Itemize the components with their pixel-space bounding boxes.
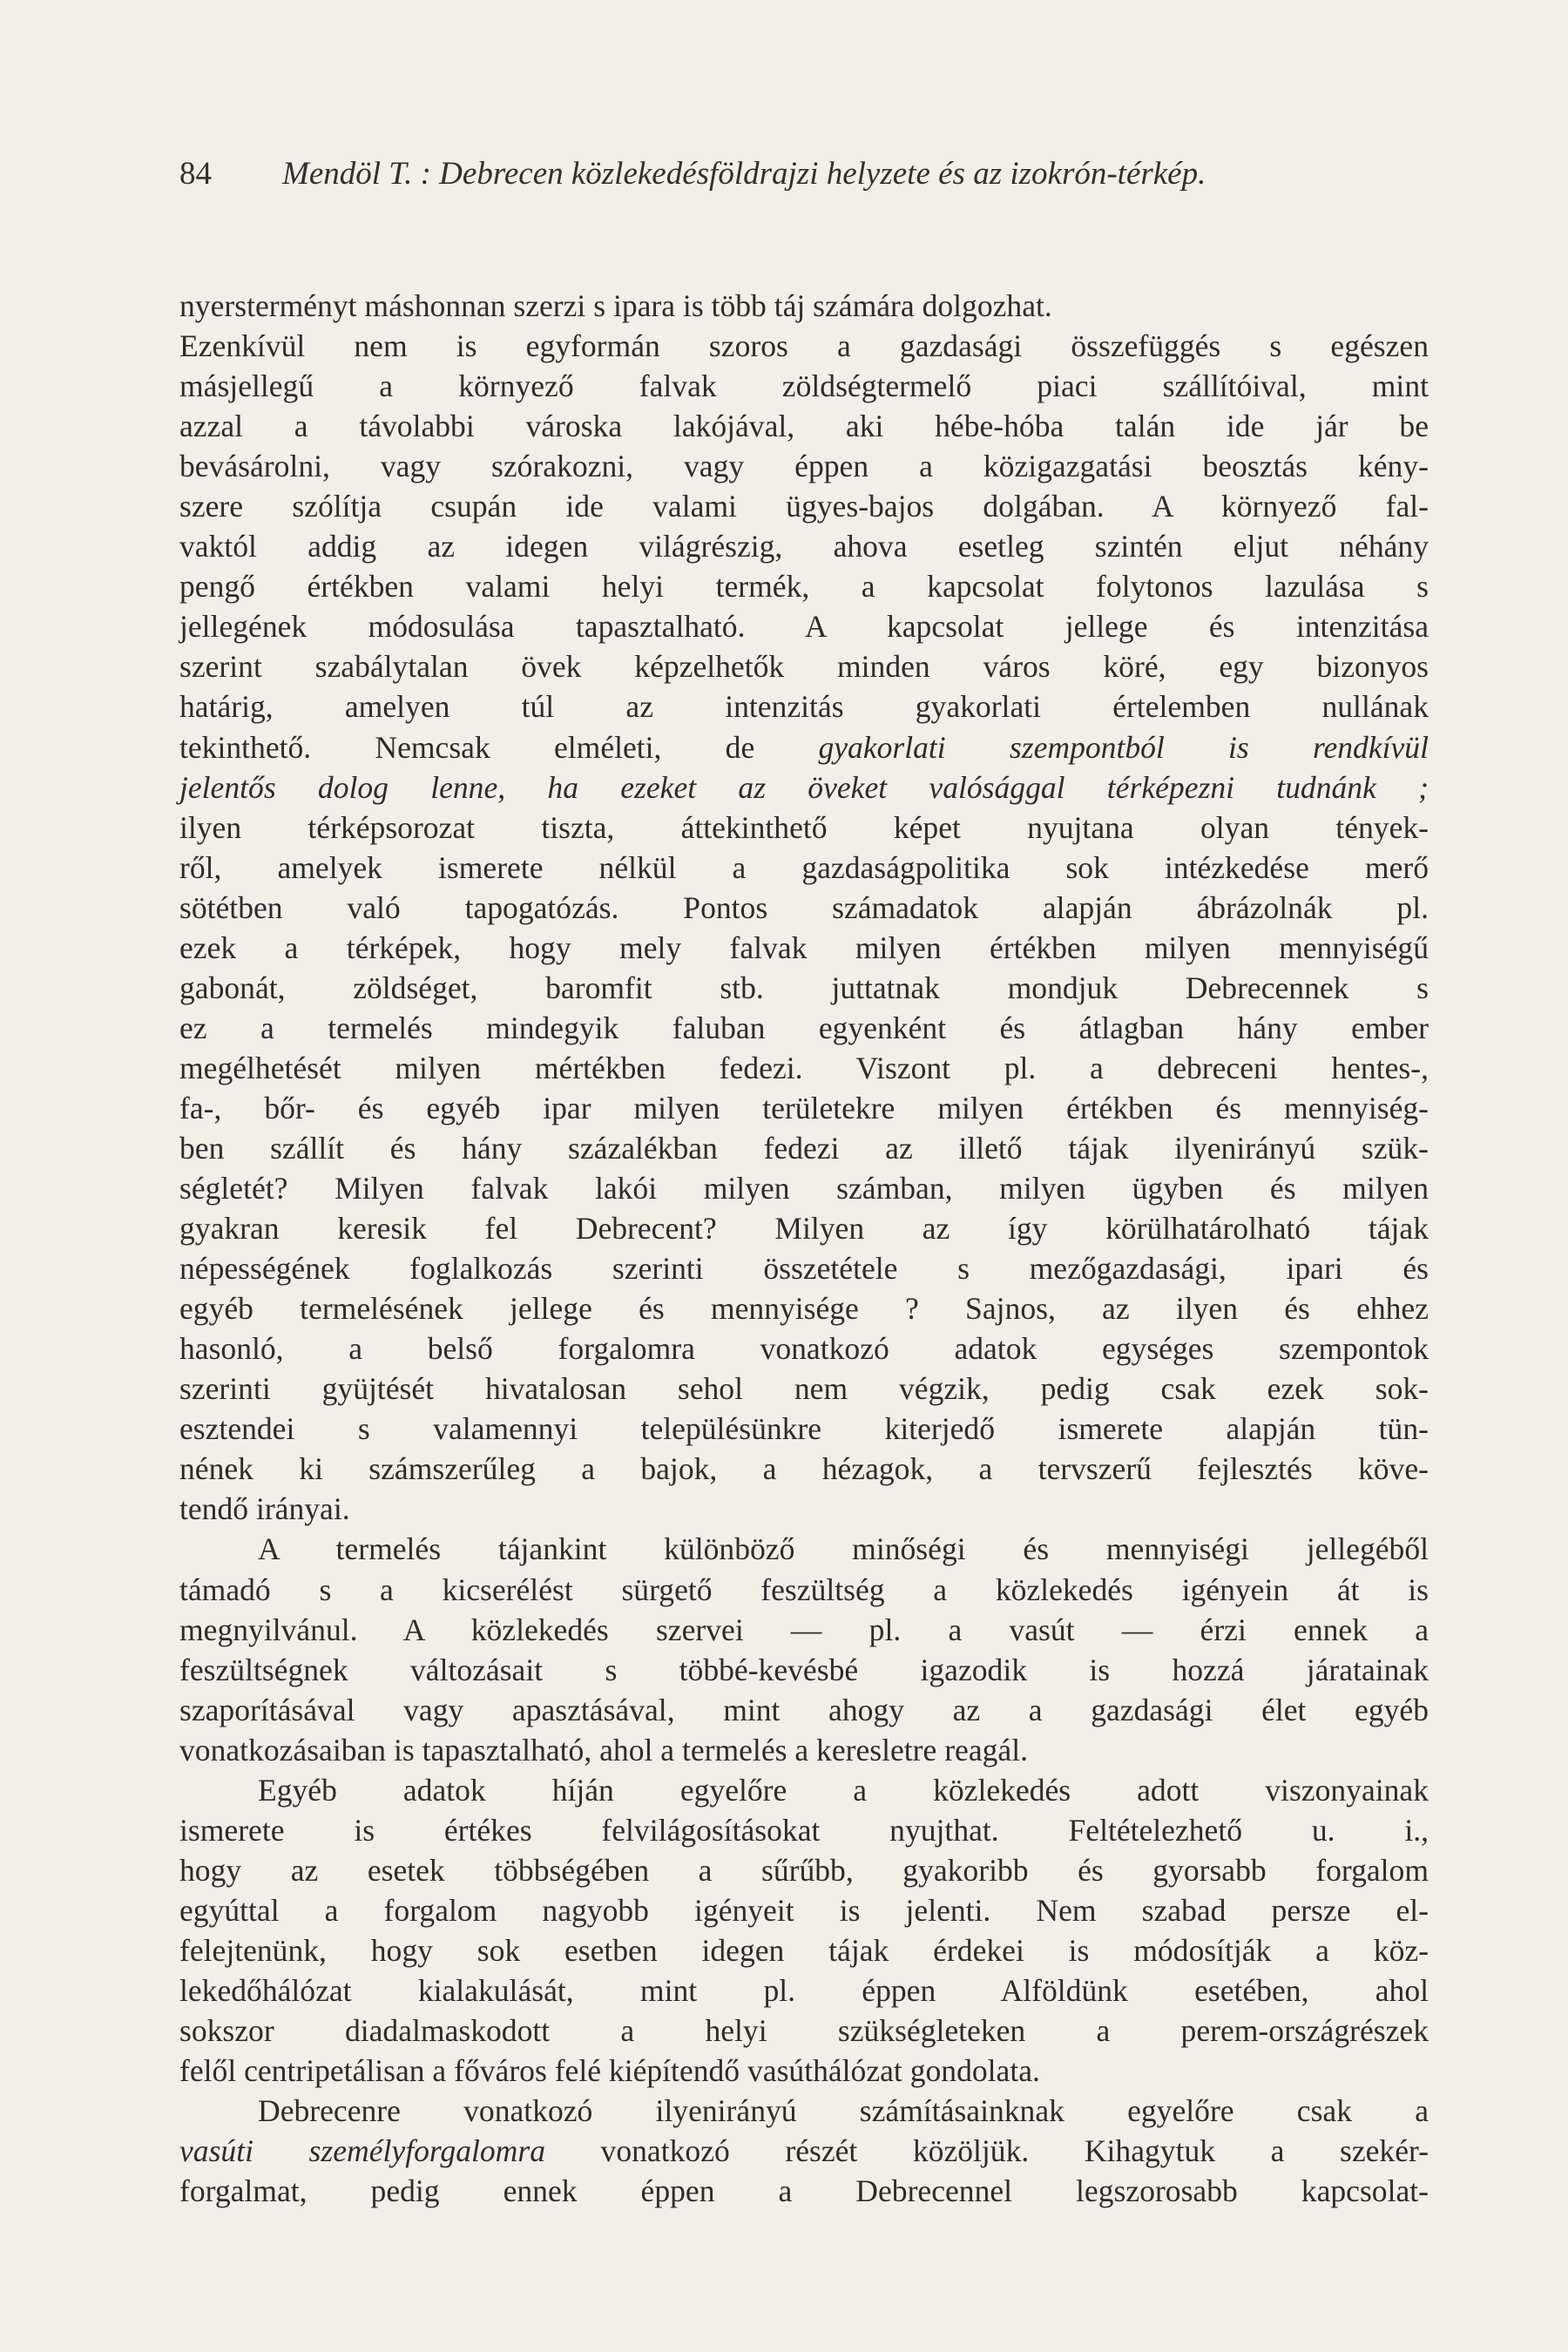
text-line	[179, 1690, 1429, 1730]
text-run: bevásárolni, vagy szórakozni, vagy éppen a közigazgatási beosztás kény-	[179, 449, 1429, 484]
text-run: nének ki számszerűleg a bajok, a hézagok, a tervszerű fejlesztés köve-	[179, 1451, 1429, 1487]
running-head	[179, 155, 1425, 193]
text-run: szerinti gyüjtését hivatalosan sehol nem végzik, pedig csak ezek sok-	[179, 1371, 1429, 1407]
text-line	[179, 406, 1429, 446]
text-run: szerint szabálytalan övek képzelhetők minden város köré, egy bizonyos	[179, 649, 1429, 685]
page-number: 84	[179, 156, 212, 192]
text-run: szere szólítja csupán ide valami ügyes-bajos dolgában. A környező fal-	[179, 489, 1429, 524]
text-run: ezek a térképek, hogy mely falvak milyen értékben milyen mennyiségű	[179, 929, 1429, 965]
text-run: ről, amelyek ismerete nélkül a gazdaságpolitika sok intézkedése merő	[179, 849, 1429, 885]
text-run: forgalmat, pedig ennek éppen a Debrecennel legszorosabb kapcsolat-	[179, 2173, 1429, 2209]
text-line	[179, 1890, 1429, 1930]
text-run: másjellegű a környező falvak zöldségtermelő piaci szállítóival, mint	[179, 368, 1429, 404]
text-run: Debrecenre vonatkozó ilyenirányú számításainknak egyelőre csak a	[258, 2093, 1429, 2129]
text-line	[179, 727, 1429, 767]
text-line	[179, 1529, 1429, 1569]
text-run: vaktól addig az idegen világrészig, ahova esetleg szintén eljut néhány	[179, 529, 1429, 564]
text-run: ez a termelés mindegyik faluban egyenként és átlagban hány ember	[179, 1010, 1429, 1045]
text-run: szaporításával vagy apasztásával, mint ahogy az a gazdasági élet egyéb	[179, 1692, 1429, 1727]
text-run: esztendei s valamennyi településünkre kiterjedő ismerete alapján tün-	[179, 1411, 1429, 1447]
text-run: nyersterményt máshonnan szerzi s ipara is több táj számára dolgozhat.	[179, 288, 1052, 323]
text-run: ismerete is értékes felvilágosításokat nyujthat. Feltételezhető u. i.,	[179, 1812, 1429, 1848]
italic-run: vasúti személyforgalomra	[179, 2133, 545, 2169]
text-run: sokszor diadalmaskodott a helyi szükségleteken a perem-országrészek	[179, 2013, 1429, 2049]
italic-run: jelentős dolog lenne, ha ezeket az öveket valósággal térképezni tudnánk ;	[179, 769, 1429, 805]
text-line	[179, 686, 1429, 727]
text-line	[179, 2011, 1429, 2051]
text-line	[179, 1810, 1429, 1850]
italic-run: gyakorlati szempontból is rendkívül	[818, 729, 1429, 765]
text-line	[179, 2051, 1429, 2091]
text-line	[179, 1088, 1429, 1128]
text-run: felől centripetálisan a főváros felé kiépítendő vasúthálózat gondolata.	[179, 2053, 1040, 2089]
body-text	[179, 286, 1429, 2211]
text-line	[179, 1650, 1429, 1690]
text-line	[179, 1970, 1429, 2011]
text-line	[179, 526, 1429, 566]
text-line	[179, 1128, 1429, 1168]
text-line	[179, 1168, 1429, 1208]
text-line	[179, 566, 1429, 606]
text-run: Ezenkívül nem is egyformán szoros a gazdasági összefüggés s egészen	[179, 328, 1429, 364]
text-run: lekedőhálózat kialakulását, mint pl. éppen Alföldünk esetében, ahol	[179, 1972, 1429, 2008]
text-run: hogy az esetek többségében a sűrűbb, gyakoribb és gyorsabb forgalom	[179, 1852, 1429, 1888]
text-line	[179, 808, 1429, 848]
text-run: felejtenünk, hogy sok esetben idegen tájak érdekei is módosítják a köz-	[179, 1932, 1429, 1968]
text-run: pengő értékben valami helyi termék, a kapcsolat folytonos lazulása s	[179, 569, 1429, 605]
text-run: egyúttal a forgalom nagyobb igényeit is jelenti. Nem szabad persze el-	[179, 1892, 1429, 1928]
text-run: tekinthető. Nemcsak elméleti, de	[179, 729, 819, 765]
text-run: sötétben való tapogatózás. Pontos számadatok alapján ábrázolnák pl.	[179, 889, 1429, 925]
text-line	[179, 646, 1429, 686]
text-run: támadó s a kicserélést sürgető feszültség a közlekedés igényein át is	[179, 1571, 1429, 1607]
text-run: jellegének módosulása tapasztalható. A kapcsolat jellege és intenzitása	[179, 609, 1429, 645]
text-line	[179, 1328, 1429, 1369]
text-run: ben szállít és hány százalékban fedezi az illető tájak ilyenirányú szük-	[179, 1130, 1429, 1166]
text-run: megnyilvánul. A közlekedés szervei — pl. a vasút — érzi ennek a	[179, 1612, 1429, 1647]
text-line	[179, 286, 1429, 326]
text-line	[179, 767, 1429, 808]
text-line	[179, 2171, 1429, 2211]
text-run: ségletét? Milyen falvak lakói milyen számban, milyen ügyben és milyen	[179, 1171, 1429, 1206]
text-run: egyéb termelésének jellege és mennyisége ? Sajnos, az ilyen és ehhez	[179, 1291, 1429, 1327]
text-line	[179, 486, 1429, 526]
text-line	[179, 1610, 1429, 1650]
text-line	[179, 1730, 1429, 1770]
text-run: vonatkozó részét közöljük. Kihagytuk a szekér-	[544, 2133, 1429, 2169]
text-run: fa-, bőr- és egyéb ipar milyen területekre milyen értékben és mennyiség-	[179, 1090, 1429, 1125]
text-line	[179, 2091, 1429, 2131]
text-line	[179, 1930, 1429, 1970]
text-run: megélhetését milyen mértékben fedezi. Viszont pl. a debreceni hentes-,	[179, 1050, 1429, 1085]
text-run: tendő irányai.	[179, 1491, 350, 1527]
text-line	[179, 1248, 1429, 1288]
text-line	[179, 366, 1429, 406]
text-line	[179, 928, 1429, 968]
text-run: azzal a távolabbi városka lakójával, aki hébe-hóba talán ide jár be	[179, 409, 1429, 444]
text-run: A termelés tájankint különböző minőségi és mennyiségi jellegéből	[258, 1531, 1429, 1567]
text-line	[179, 1369, 1429, 1409]
text-line	[179, 1850, 1429, 1890]
text-run: gyakran keresik fel Debrecent? Milyen az így körülhatárolható tájak	[179, 1211, 1429, 1247]
text-line	[179, 1048, 1429, 1088]
text-line	[179, 1570, 1429, 1610]
text-run: vonatkozásaiban is tapasztalható, ahol a termelés a keresletre reagál.	[179, 1732, 1028, 1767]
text-run: népességének foglalkozás szerinti összetétele s mezőgazdasági, ipari és	[179, 1251, 1429, 1287]
text-run: Egyéb adatok híján egyelőre a közlekedés adott viszonyainak	[258, 1772, 1429, 1808]
text-line	[179, 1489, 1429, 1529]
text-line	[179, 1770, 1429, 1810]
text-line	[179, 446, 1429, 486]
running-title: Mendöl T. : Debrecen közlekedésföldrajzi helyzete és az izokrón-térkép.	[282, 156, 1206, 192]
text-line	[179, 2131, 1429, 2171]
text-run: hasonló, a belső forgalomra vonatkozó adatok egységes szempontok	[179, 1331, 1429, 1367]
text-run: gabonát, zöldséget, baromfit stb. juttatnak mondjuk Debrecennek s	[179, 970, 1429, 1005]
text-line	[179, 848, 1429, 888]
text-line	[179, 1208, 1429, 1248]
text-line	[179, 326, 1429, 366]
text-line	[179, 968, 1429, 1008]
text-line	[179, 888, 1429, 928]
text-run: határig, amelyen túl az intenzitás gyakorlati értelemben nullának	[179, 689, 1429, 725]
text-line	[179, 1449, 1429, 1489]
text-run: feszültségnek változásait s többé-kevésbé igazodik is hozzá járatainak	[179, 1652, 1429, 1687]
text-line	[179, 606, 1429, 646]
text-line	[179, 1008, 1429, 1048]
text-line	[179, 1288, 1429, 1328]
text-run: ilyen térképsorozat tiszta, áttekinthető képet nyujtana olyan tények-	[179, 809, 1429, 845]
text-line	[179, 1409, 1429, 1449]
